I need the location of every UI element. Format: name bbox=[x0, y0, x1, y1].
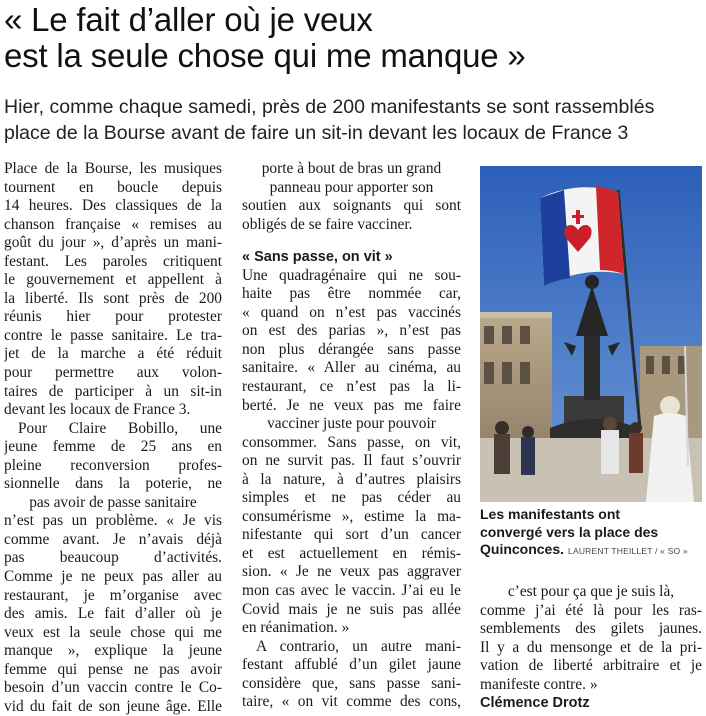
text-line: restaurant, ce n’est pas la li- bbox=[242, 378, 461, 396]
caption-line-3-text: Quinconces. bbox=[480, 541, 565, 557]
article-column-1 bbox=[4, 160, 222, 716]
article-column-2 bbox=[242, 160, 461, 712]
text-line: mon cas avec le vaccin. J’ai eu le bbox=[242, 582, 461, 600]
subheading: « Sans passe, on vit » bbox=[242, 249, 393, 266]
headline bbox=[4, 2, 704, 74]
text-line: vacciner juste pour pouvoir bbox=[267, 415, 436, 433]
text-line: manque », explique la jeune bbox=[4, 642, 222, 660]
text-line: restaurant, je m’organise avec bbox=[4, 586, 222, 604]
text-line: Covid mais je ne suis pas allée bbox=[242, 600, 461, 618]
text-line: n’est pas un problème. « Je vis bbox=[4, 512, 222, 530]
standfirst bbox=[4, 94, 704, 146]
text-line: pour permettre aux volon- bbox=[4, 364, 222, 382]
headline-line-2: est la seule chose qui me manque » bbox=[4, 37, 526, 74]
text-line: semblements des gilets jaunes. bbox=[480, 620, 702, 638]
text-line: goût du jour », d’après un mani- bbox=[4, 234, 222, 252]
photo-caption bbox=[480, 506, 702, 561]
text-line: Place de la Bourse, les musiques bbox=[4, 160, 222, 177]
text-line: festant. Les paroles critiquent bbox=[4, 252, 222, 270]
text-line: le gouvernement et appellent à bbox=[4, 271, 222, 289]
article-column-3 bbox=[480, 583, 702, 713]
caption-line-1: Les manifestants ont bbox=[480, 506, 621, 522]
text-line: jet de la marche a été réduit bbox=[4, 345, 222, 363]
text-line: nifestante qui sort d’un cancer bbox=[242, 526, 461, 544]
text-line: manifeste contre. » bbox=[480, 675, 598, 693]
text-line: sionnelle dans la poterie, ne bbox=[4, 475, 222, 493]
author-signature: Clémence Drotz bbox=[480, 695, 590, 712]
text-line: considère que, sans passe sani- bbox=[242, 674, 461, 692]
text-line: comme j’ai été là pour les ras- bbox=[480, 601, 702, 619]
text-line: sanitaire. « Aller au cinéma, au bbox=[242, 359, 461, 377]
text-line: on est des parias », n’est pas bbox=[242, 322, 461, 340]
text-line: pleine reconversion profes- bbox=[4, 456, 222, 474]
text-line: Il y a du mensonge et de la pri- bbox=[480, 638, 702, 656]
photo-credit: LAURENT THEILLET / « SO » bbox=[568, 546, 688, 556]
text-line: et est actuellement en rémis- bbox=[242, 544, 461, 562]
text-line: obligés de se faire vacciner. bbox=[242, 215, 413, 233]
text-line: en réanimation. » bbox=[242, 619, 350, 637]
text-line: chanson française « remises au bbox=[4, 215, 222, 233]
text-line: devant les locaux de France 3. bbox=[4, 401, 191, 419]
text-line: réunis hier pour protester bbox=[4, 308, 222, 326]
text-line: Comme je ne peux pas aller au bbox=[4, 568, 222, 586]
text-line: taires de participer à un sit-in bbox=[4, 382, 222, 400]
text-line: consommer. Sans passe, on vit, bbox=[242, 433, 461, 451]
text-line: festant affublé d’un gilet jaune bbox=[242, 656, 461, 674]
text-line: veux est la seule chose qui me bbox=[4, 623, 222, 641]
standfirst-line-2: place de la Bourse avant de faire un sit-in devant les locaux de France 3 bbox=[4, 122, 629, 144]
protest-photo bbox=[480, 166, 702, 502]
text-line: taire, « on vit comme des cons, bbox=[242, 693, 461, 711]
text-line: consumérisme », estime la ma- bbox=[242, 507, 461, 525]
text-line: à la nature, à d’autres plaisirs bbox=[242, 470, 461, 488]
text-line: vid du fait de son jeune âge. Elle bbox=[4, 697, 222, 715]
text-line: A contrario, un autre mani- bbox=[256, 637, 461, 655]
text-line: c’est pour ça que je suis là, bbox=[507, 583, 675, 600]
text-line: 14 heures. Des classiques de la bbox=[4, 197, 222, 215]
text-line: tournent en boucle depuis bbox=[4, 178, 222, 196]
caption-line-3 bbox=[480, 541, 702, 561]
text-line: femme qui pense ne pas avoir bbox=[4, 660, 222, 678]
headline-line-1: « Le fait d’aller où je veux bbox=[4, 1, 373, 38]
text-line: simples et ne pas céder au bbox=[242, 489, 461, 507]
text-line: vation de liberté arbitraire et je bbox=[480, 657, 702, 675]
text-line: des amis. Le fait d’aller où je bbox=[4, 605, 222, 623]
text-line: jeune femme de 25 ans en bbox=[4, 438, 222, 456]
text-line: « quand on n’est pas vaccinés bbox=[242, 303, 461, 321]
text-line: comme avant. Je n’avais déjà bbox=[4, 530, 222, 548]
text-line: Une quadragénaire qui ne sou- bbox=[242, 266, 461, 284]
text-line: haite pas être nommée car, bbox=[242, 285, 461, 303]
text-line: non plus dérangée sans passe bbox=[242, 340, 461, 358]
caption-line-2: convergé vers la place des bbox=[480, 523, 659, 540]
text-line: on ne survit pas. Il faut s’ouvrir bbox=[242, 452, 461, 470]
text-line: sion. « Je ne veux pas aggraver bbox=[242, 563, 461, 581]
text-line: porte à bout de bras un grand bbox=[261, 160, 442, 177]
text-line: berté. Je ne veux pas me faire bbox=[242, 396, 461, 414]
text-line: pas avoir de passe sanitaire bbox=[29, 493, 197, 511]
text-line: panneau pour apporter son bbox=[269, 178, 434, 196]
text-line: la liberté. Ils sont près de 200 bbox=[4, 289, 222, 307]
text-line: soutien aux soignants qui sont bbox=[242, 197, 461, 215]
text-line: pas beaucoup d’activités. bbox=[4, 549, 222, 567]
text-line: contre le passe sanitaire. Le tra- bbox=[4, 326, 222, 344]
protest-photo-illustration bbox=[480, 166, 702, 502]
standfirst-line-1: Hier, comme chaque samedi, près de 200 manifestants se sont rassemblés bbox=[4, 96, 655, 118]
text-line: besoin d’un vaccin contre le Co- bbox=[4, 679, 222, 697]
text-line: Pour Claire Bobillo, une bbox=[18, 419, 222, 437]
